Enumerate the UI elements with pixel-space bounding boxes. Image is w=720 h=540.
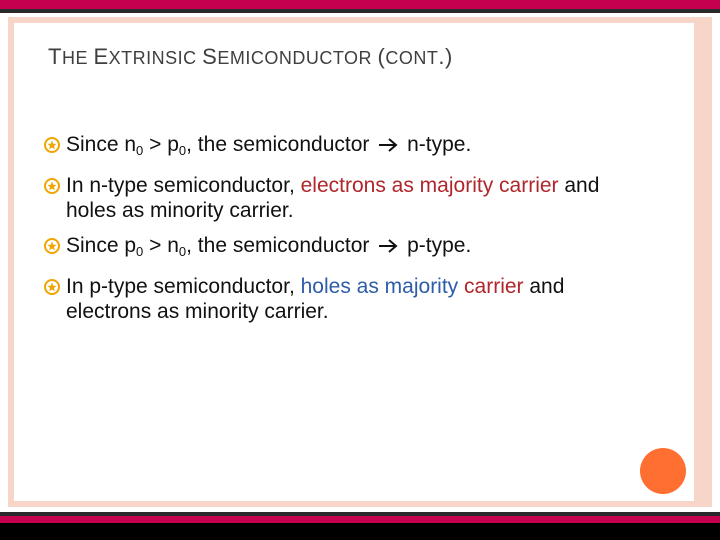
bullet-circle-star-icon — [44, 178, 60, 194]
bullet-text: > n — [143, 234, 179, 257]
title-part: S — [202, 44, 218, 69]
title-part: E — [93, 44, 109, 69]
bullet-item — [44, 274, 644, 324]
subscript: 0 — [136, 143, 144, 158]
top-accent-bar — [0, 0, 720, 9]
subscript: 0 — [178, 143, 187, 158]
bullet-text: Since p — [66, 234, 137, 257]
title-part: .) — [438, 44, 453, 69]
bullet-list — [44, 132, 644, 334]
bullet-text: and electrons as minority carrier. — [66, 275, 565, 323]
title-part: XTRINSIC — [108, 48, 203, 68]
bullet-item — [44, 173, 644, 223]
arrow-right-icon — [377, 238, 399, 254]
emphasis-text: carrier — [464, 275, 524, 298]
bullet-text: In n-type semiconductor, — [66, 174, 301, 197]
bottom-black-band — [0, 523, 720, 540]
bullet-text: , the semiconductor — [186, 234, 370, 257]
top-dark-stripe — [0, 9, 720, 13]
bullet-text: Since n — [66, 133, 137, 156]
arrow-right-icon — [377, 137, 399, 153]
bullet-text: n-type. — [401, 133, 472, 156]
bullet-text: > p — [143, 133, 179, 156]
decorative-orange-circle — [640, 448, 686, 494]
title-part: CONT — [385, 48, 439, 68]
bullet-item — [44, 233, 644, 264]
bullet-circle-star-icon — [44, 137, 60, 153]
bullet-text: and holes as minority carrier. — [66, 174, 600, 222]
bottom-accent-bar — [0, 516, 720, 523]
subscript: 0 — [178, 244, 187, 259]
emphasis-text: electrons as majority carrier — [300, 174, 559, 197]
title-part: HE — [61, 48, 94, 68]
bullet-text: p-type. — [401, 234, 472, 257]
slide-frame-right-edge — [700, 17, 712, 507]
subscript: 0 — [136, 244, 144, 259]
bullet-text: , the semiconductor — [186, 133, 370, 156]
title-part: T — [48, 44, 62, 69]
bullet-text: In p-type semiconductor, — [66, 275, 301, 298]
title-part: ( — [377, 44, 386, 69]
emphasis-text: holes as majority — [300, 275, 459, 298]
slide-title — [48, 44, 453, 70]
bullet-item — [44, 132, 644, 163]
bullet-circle-star-icon — [44, 238, 60, 254]
title-part: EMICONDUCTOR — [217, 48, 378, 68]
bullet-circle-star-icon — [44, 279, 60, 295]
